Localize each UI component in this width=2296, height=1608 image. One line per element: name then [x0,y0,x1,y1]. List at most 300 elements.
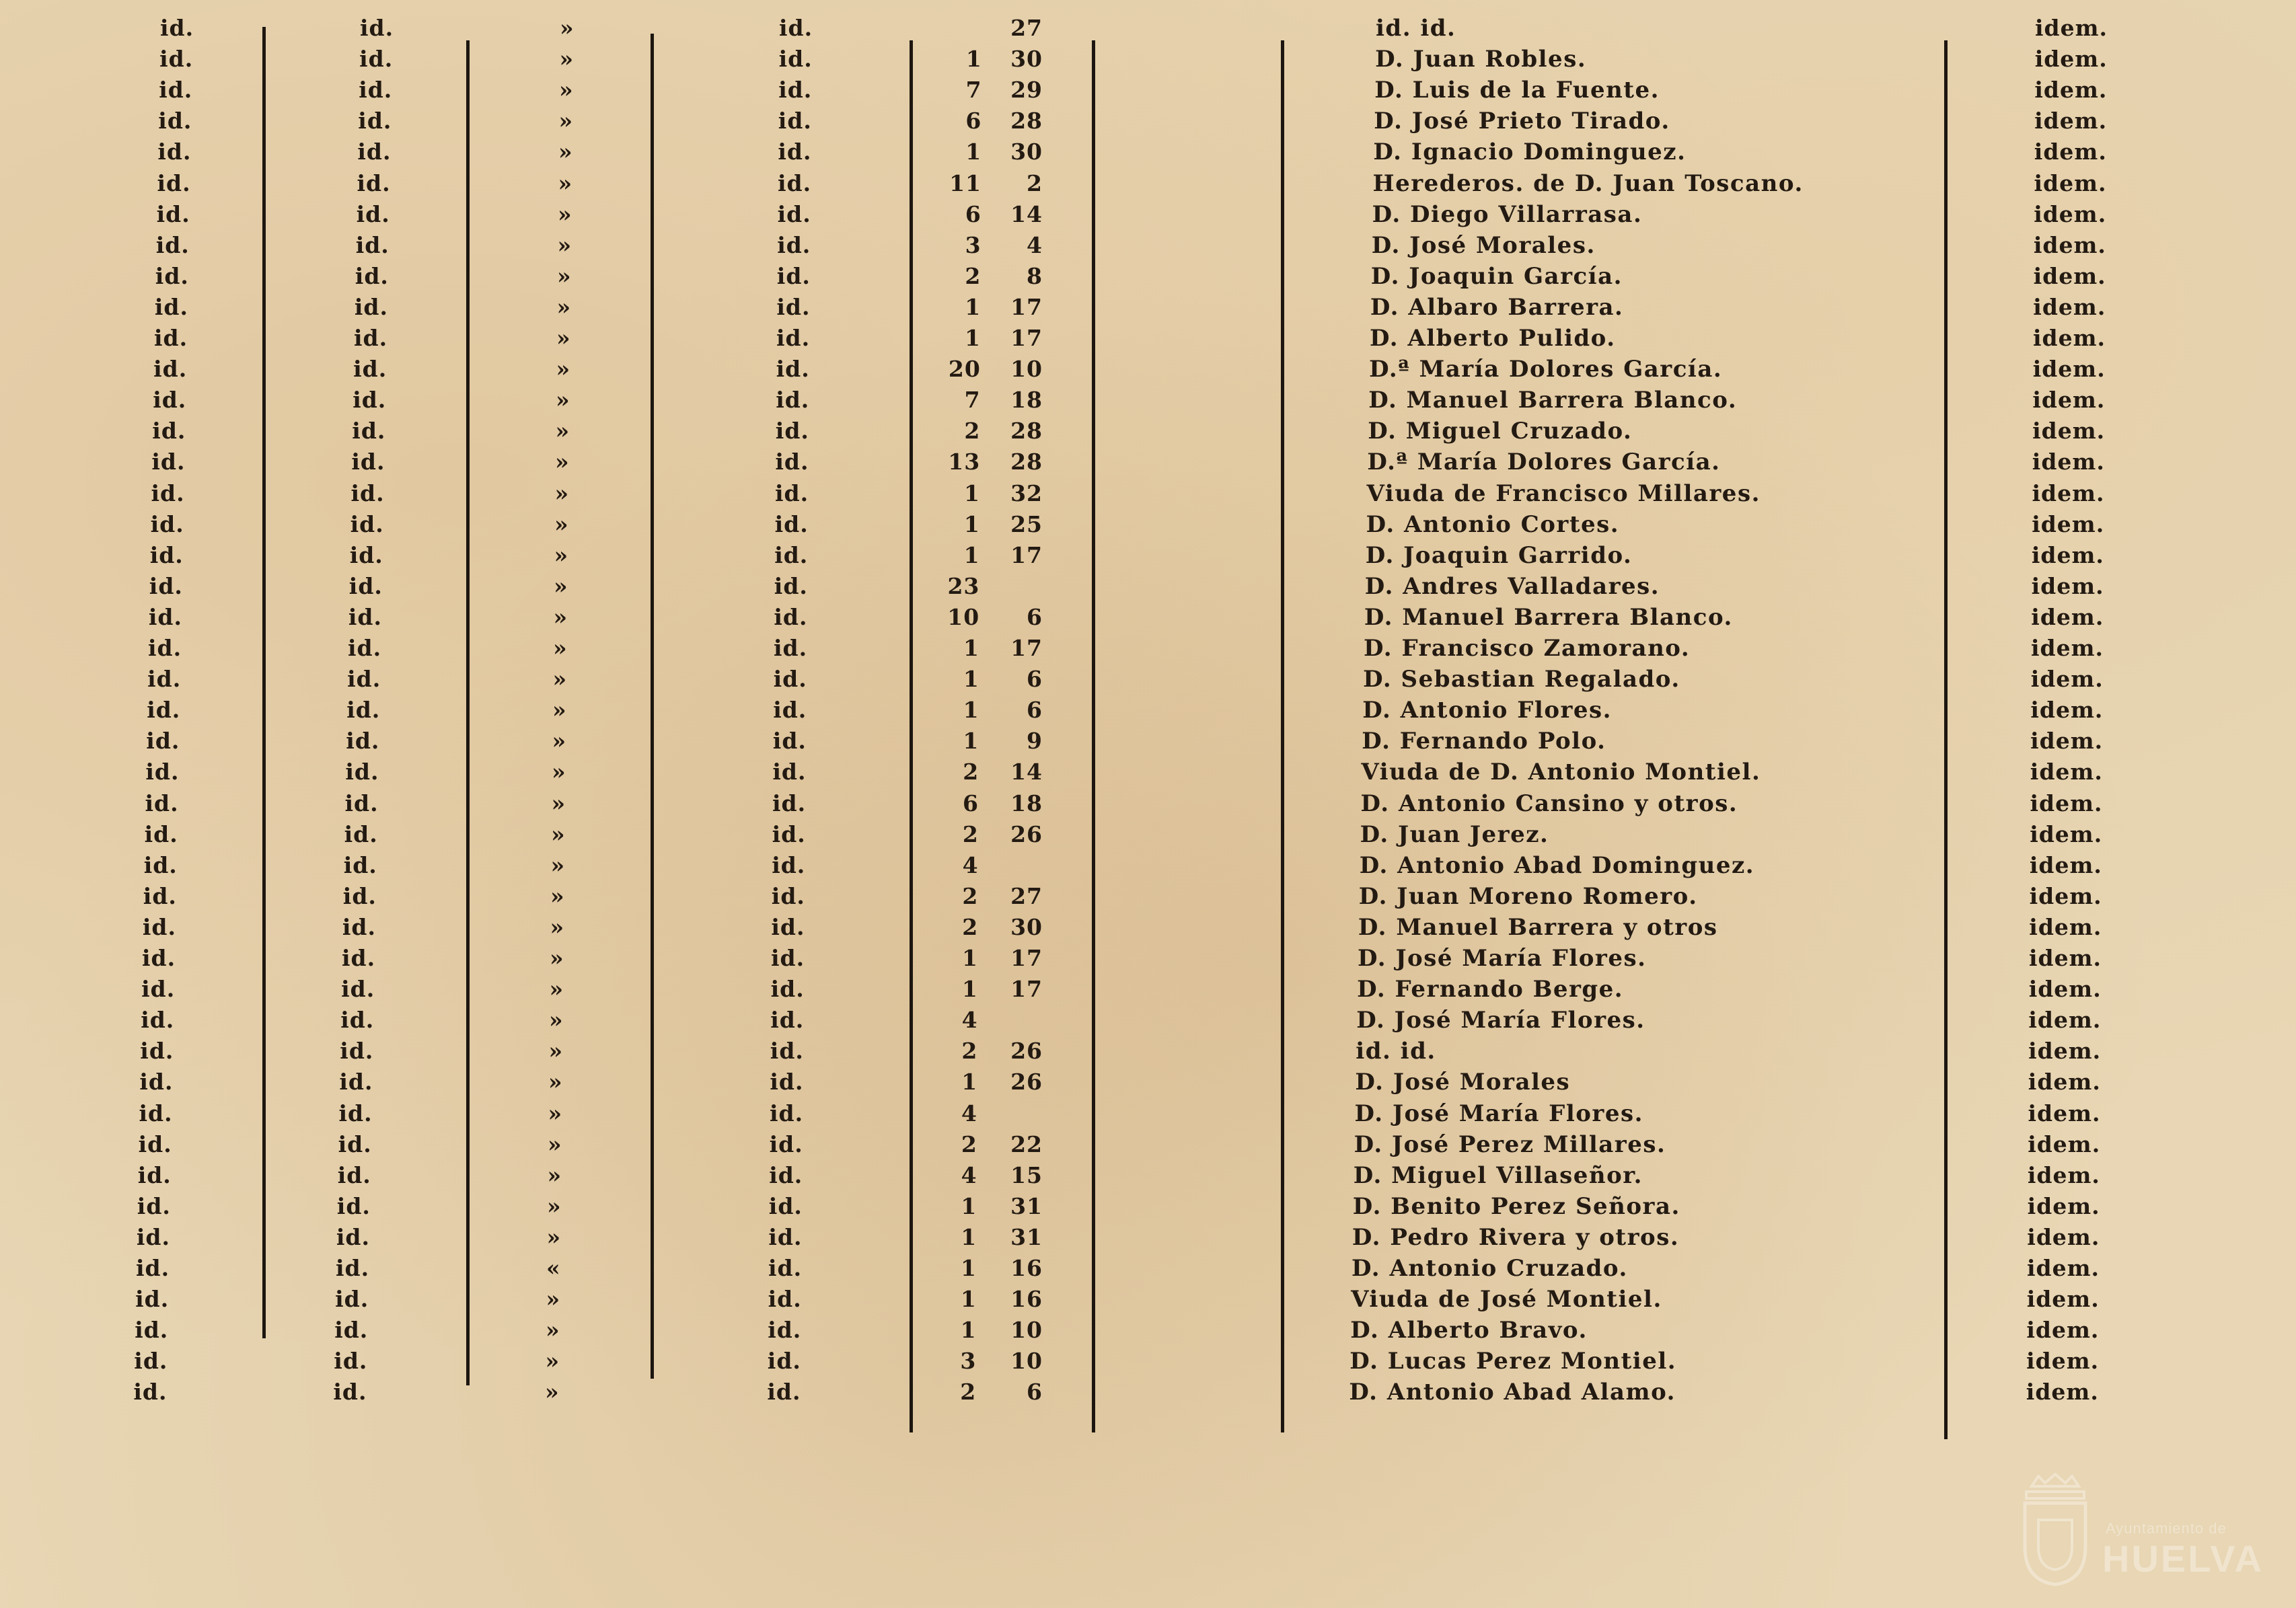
cell-c1: id. [139,1069,174,1096]
cell-name: D. Juan Moreno Romero. [1358,882,1698,910]
cell-n1: 2 [962,882,979,909]
cell-c2: id. [354,325,388,351]
cell-c3: » [554,541,569,568]
column-rule [1092,40,1095,1432]
cell-n2: 30 [1010,139,1043,165]
cell-c3: » [547,1192,562,1219]
cell-status: idem. [2028,1131,2101,1157]
cell-status: idem. [2028,976,2102,1003]
cell-c3: » [548,1131,562,1157]
cell-n2: 31 [1010,1223,1043,1250]
cell-n2: 16 [1010,1255,1043,1281]
cell-c2: id. [355,262,389,289]
watermark-subtitle: Ayuntamiento de [2106,1520,2227,1537]
cell-status: idem. [2034,139,2107,165]
cell-c1: id. [149,541,184,568]
cell-c2: id. [350,480,385,506]
cell-n2: 18 [1010,387,1043,414]
cell-n2: 6 [1027,666,1043,693]
cell-name: D. José Morales [1355,1069,1571,1096]
cell-n1: 2 [961,1038,978,1065]
cell-c3: » [558,139,573,165]
cell-name: D. Miguel Cruzado. [1368,418,1633,445]
cell-name: D. Manuel Barrera y otros [1358,913,1718,941]
cell-c1: id. [148,635,182,661]
cell-n1: 6 [965,108,982,135]
cell-c3: » [546,1223,562,1250]
cell-c2: id. [340,1007,375,1034]
cell-c2: id. [345,759,379,786]
cell-n2: 28 [1010,108,1043,135]
cell-status: idem. [2030,697,2104,724]
cell-c4: id. [770,1038,804,1065]
cell-c4: id. [767,1348,801,1375]
column-rule [466,40,470,1385]
cell-c1: id. [153,356,188,383]
cell-n1: 4 [961,1007,978,1034]
cell-status: idem. [2034,46,2108,73]
cell-name: D. Sebastian Regalado. [1363,666,1680,693]
cell-c1: id. [157,169,191,196]
cell-c4: id. [774,572,808,599]
cell-c2: id. [342,882,377,909]
cell-c2: id. [336,1255,370,1281]
cell-c4: id. [771,882,805,909]
watermark [2015,1473,2264,1594]
cell-c4: id. [775,418,809,445]
cell-c3: » [552,728,567,755]
cell-status: idem. [2032,387,2106,414]
cell-c4: id. [770,1069,804,1096]
cell-n2: 8 [1027,262,1043,289]
cell-c4: id. [773,697,807,724]
column-rule [1944,40,1948,1439]
cell-c3: » [556,356,571,383]
cell-c3: » [548,1069,563,1096]
cell-c2: id. [348,572,383,599]
cell-c3: » [558,108,574,135]
cell-c2: id. [355,231,390,258]
cell-c1: id. [137,1161,172,1188]
cell-c2: id. [358,108,392,135]
cell-c3: » [548,1038,564,1065]
cell-c1: id. [142,945,176,971]
cell-c4: id. [776,293,811,320]
cell-c2: id. [356,200,390,227]
cell-status: idem. [2027,1192,2100,1219]
cell-n2: 17 [1010,945,1043,971]
cell-name: D. Albaro Barrera. [1370,293,1624,321]
cell-c2: id. [359,77,393,104]
cell-c1: id. [135,1317,169,1344]
cell-status: idem. [2030,666,2104,693]
cell-n2: 14 [1010,200,1043,227]
cell-c2: id. [350,510,384,537]
cell-n1: 1 [963,666,979,693]
cell-name: D. Juan Jerez. [1360,820,1549,848]
cell-c2: id. [348,635,382,661]
cell-status: idem. [2031,572,2104,599]
cell-c3: » [552,759,566,786]
cell-status: idem. [2028,1069,2101,1096]
cell-name: D. Diego Villarrasa. [1372,200,1643,228]
cell-name: D. José Perez Millares. [1354,1131,1666,1158]
cell-n1: 2 [962,820,979,847]
cell-c2: id. [353,356,387,383]
cell-c1: id. [141,1007,175,1034]
cell-c4: id. [776,325,811,351]
cell-n2: 26 [1010,820,1043,847]
cell-n1: 1 [963,635,979,661]
cell-n1: 4 [961,1161,977,1188]
cell-n1: 11 [949,169,982,196]
cell-c1: id. [143,851,178,878]
cell-n1: 2 [960,1379,977,1406]
cell-c4: id. [768,1317,802,1344]
cell-c3: » [551,820,566,847]
cell-c3: » [558,200,572,227]
cell-n2: 26 [1010,1069,1043,1096]
cell-c4: id. [774,603,808,630]
cell-n1: 1 [962,945,978,971]
cell-name: D. Antonio Flores. [1362,697,1613,724]
cell-name: D. José María Flores. [1358,945,1647,972]
cell-name: id. id. [1356,1038,1436,1065]
cell-name: D. Fernando Berge. [1357,976,1624,1003]
cell-c3: » [557,262,572,289]
cell-status: idem. [2030,790,2103,816]
cell-c2: id. [334,1317,369,1344]
cell-c4: id. [774,541,809,568]
cell-n2: 6 [1027,697,1043,724]
coat-of-arms-icon [2018,1473,2092,1587]
cell-n2: 18 [1010,790,1043,816]
cell-status: idem. [2030,759,2103,786]
cell-status: idem. [2034,169,2107,196]
column-rule [262,27,266,1338]
cell-c1: id. [157,139,192,165]
cell-c3: » [549,1007,564,1034]
cell-name: D. Lucas Perez Montiel. [1349,1348,1677,1375]
cell-n2: 10 [1010,356,1043,383]
cell-n1: 3 [965,231,982,258]
cell-c4: id. [779,15,813,41]
cell-c4: id. [778,139,812,165]
cell-c1: id. [136,1255,170,1281]
cell-status: idem. [2031,603,2104,630]
cell-name: D. Juan Robles. [1375,46,1587,73]
cell-c2: id. [352,418,386,445]
cell-c1: id. [137,1192,171,1219]
cell-status: idem. [2032,480,2105,506]
cell-n2: 27 [1010,882,1043,909]
cell-c2: id. [335,1286,369,1313]
cell-c1: id. [146,728,180,755]
cell-c3: » [555,449,570,475]
cell-n2: 22 [1010,1131,1043,1157]
cell-n1: 6 [963,790,979,816]
cell-c4: id. [775,480,809,506]
cell-name: D. Luis de la Fuente. [1374,77,1660,104]
cell-c1: id. [158,108,192,135]
cell-n1: 6 [965,200,982,227]
cell-c4: id. [776,356,810,383]
cell-c1: id. [140,1038,174,1065]
cell-n1: 23 [947,572,980,599]
cell-c4: id. [768,1192,803,1219]
cell-c1: id. [145,759,180,786]
cell-c4: id. [768,1286,802,1313]
cell-status: idem. [2027,1255,2100,1281]
cell-status: idem. [2028,1007,2102,1034]
cell-c2: id. [359,46,394,73]
cell-n2: 17 [1010,635,1043,661]
cell-n2: 10 [1010,1348,1043,1375]
cell-name: D.ª María Dolores García. [1369,356,1723,383]
cell-c2: id. [353,387,387,414]
cell-c1: id. [154,325,188,351]
cell-name: D. Fernando Polo. [1362,728,1606,755]
cell-n1: 1 [963,510,980,537]
cell-c2: id. [344,790,379,816]
cell-c2: id. [351,449,385,475]
cell-name: D. José María Flores. [1356,1007,1645,1034]
cell-name: D. José Morales. [1371,231,1596,259]
cell-c3: » [546,1286,561,1313]
cell-c3: » [554,510,569,537]
cell-c4: id. [772,759,807,786]
cell-name: D. Antonio Abad Dominguez. [1359,851,1755,879]
column-rule [910,40,913,1432]
cell-status: idem. [2032,449,2105,475]
cell-c3: » [550,913,565,940]
cell-n2: 25 [1010,510,1043,537]
cell-n1: 2 [964,418,981,445]
cell-c2: id. [346,697,381,724]
cell-c4: id. [778,169,812,196]
cell-c3: » [550,882,565,909]
cell-name: Herederos. de D. Juan Toscano. [1372,169,1804,197]
cell-c4: id. [768,1255,803,1281]
cell-n1: 10 [947,603,980,630]
cell-name: D. Alberto Pulido. [1370,325,1616,352]
cell-n2: 2 [1027,169,1043,196]
cell-n1: 1 [961,1192,977,1219]
cell-c4: id. [774,510,809,537]
cell-name: D. José Prieto Tirado. [1374,108,1670,135]
cell-c1: id. [152,418,186,445]
cell-n2: 6 [1027,603,1043,630]
cell-c3: » [556,293,572,320]
cell-n2: 15 [1010,1161,1043,1188]
cell-name: D. Manuel Barrera Blanco. [1364,603,1733,631]
cell-n1: 1 [965,293,982,320]
cell-c3: « [546,1255,561,1281]
cell-name: D. Antonio Cortes. [1366,510,1620,538]
cell-c4: id. [773,666,807,693]
cell-n1: 1 [961,1069,978,1096]
cell-c3: » [552,697,567,724]
cell-status: idem. [2031,635,2104,661]
cell-c2: id. [348,603,382,630]
cell-c1: id. [147,666,182,693]
cell-c2: id. [347,666,381,693]
cell-name: D.ª María Dolores García. [1367,449,1721,476]
cell-c1: id. [148,603,182,630]
cell-n1: 2 [965,262,982,289]
cell-c3: » [550,945,564,971]
column-rule [651,34,654,1379]
cell-n2: 16 [1010,1286,1043,1313]
cell-status: idem. [2032,356,2106,383]
cell-c4: id. [775,449,809,475]
cell-status: idem. [2035,15,2108,41]
cell-status: idem. [2026,1317,2100,1344]
cell-c1: id. [159,77,193,104]
cell-name: D. Antonio Abad Alamo. [1349,1379,1676,1406]
cell-status: idem. [2034,108,2108,135]
cell-c1: id. [155,231,190,258]
cell-n1: 1 [963,541,980,568]
cell-n2: 26 [1010,1038,1043,1065]
cell-c3: » [546,1317,560,1344]
cell-c1: id. [142,913,176,940]
cell-c3: » [545,1348,560,1375]
cell-name: D. Ignacio Dominguez. [1373,139,1687,166]
cell-c3: » [545,1379,560,1406]
cell-status: idem. [2030,728,2104,755]
cell-status: idem. [2033,262,2106,289]
cell-name: D. Joaquin García. [1370,262,1623,290]
cell-n1: 3 [960,1348,977,1375]
cell-n2: 14 [1010,759,1043,786]
cell-c1: id. [156,200,190,227]
cell-status: idem. [2030,820,2103,847]
watermark-city: HUELVA [2102,1537,2264,1580]
cell-c3: » [559,77,574,104]
cell-c1: id. [149,572,183,599]
cell-n1: 2 [961,1131,977,1157]
cell-name: id. id. [1376,15,1456,42]
cell-n1: 4 [962,851,979,878]
cell-c3: » [551,790,566,816]
cell-n1: 1 [965,325,981,351]
cell-c2: id. [342,913,376,940]
cell-c3: » [552,666,568,693]
cell-name: D. Antonio Cansino y otros. [1360,790,1738,817]
cell-n1: 1 [963,697,979,724]
cell-c4: id. [776,262,811,289]
cell-name: D. Manuel Barrera Blanco. [1368,387,1738,414]
cell-status: idem. [2028,1038,2102,1065]
cell-c3: » [554,480,570,506]
cell-c4: id. [772,790,807,816]
cell-status: idem. [2033,231,2106,258]
cell-c2: id. [338,1100,373,1126]
cell-c1: id. [154,293,188,320]
cell-status: idem. [2029,882,2102,909]
cell-name: Viuda de Francisco Millares. [1366,480,1761,507]
cell-name: Viuda de D. Antonio Montiel. [1361,759,1761,786]
cell-c2: id. [360,15,394,41]
cell-c3: » [549,976,564,1003]
cell-n1: 1 [960,1317,977,1344]
cell-c4: id. [771,945,805,971]
cell-c1: id. [138,1131,172,1157]
cell-name: D. Andres Valladares. [1364,572,1660,600]
column-rule [1281,40,1284,1432]
cell-c2: id. [336,1192,371,1219]
cell-c3: » [547,1161,562,1188]
cell-c4: id. [772,728,807,755]
cell-c1: id. [145,790,179,816]
cell-c1: id. [155,262,189,289]
cell-n2: 10 [1010,1317,1043,1344]
cell-c4: id. [778,77,813,104]
cell-n2: 17 [1010,293,1043,320]
cell-c2: id. [354,293,388,320]
cell-n1: 1 [961,1255,977,1281]
cell-c1: id. [141,976,176,1003]
cell-c2: id. [336,1223,370,1250]
cell-n1: 13 [948,449,981,475]
cell-n2: 9 [1027,728,1043,755]
cell-c4: id. [768,1223,803,1250]
cell-status: idem. [2027,1223,2100,1250]
cell-c3: » [558,169,573,196]
cell-c4: id. [777,231,811,258]
cell-name: D. Joaquin Garrido. [1365,541,1633,569]
cell-c2: id. [357,139,392,165]
cell-n2: 29 [1010,77,1043,104]
cell-c3: » [548,1100,563,1126]
cell-c4: id. [769,1131,803,1157]
cell-status: idem. [2034,200,2107,227]
cell-n1: 2 [963,759,979,786]
cell-name: D. Benito Perez Señora. [1352,1192,1680,1220]
cell-name: Viuda de José Montiel. [1351,1286,1662,1313]
cell-n2: 28 [1010,449,1043,475]
cell-c4: id. [770,1007,805,1034]
cell-n1: 1 [964,480,980,506]
cell-c1: id. [147,697,181,724]
cell-c4: id. [770,1100,804,1126]
cell-n1: 1 [965,139,982,165]
cell-c4: id. [777,200,811,227]
cell-c2: id. [349,541,383,568]
cell-c1: id. [135,1286,170,1313]
cell-n1: 4 [961,1100,977,1126]
cell-c2: id. [334,1348,368,1375]
cell-status: idem. [2026,1348,2100,1375]
cell-c3: » [557,231,572,258]
cell-c1: id. [133,1379,168,1406]
cell-status: idem. [2026,1379,2099,1406]
cell-c2: id. [337,1161,371,1188]
cell-name: D. Miguel Villaseñor. [1353,1161,1643,1189]
cell-status: idem. [2029,851,2102,878]
cell-n1: 1 [965,46,982,73]
cell-n2: 4 [1027,231,1043,258]
cell-c4: id. [774,635,808,661]
cell-c1: id. [139,1100,173,1126]
cell-c2: id. [339,1069,373,1096]
cell-n1: 2 [962,913,979,940]
cell-n2: 17 [1010,541,1043,568]
cell-c1: id. [150,510,184,537]
cell-c3: » [554,572,568,599]
cell-c4: id. [769,1161,803,1188]
